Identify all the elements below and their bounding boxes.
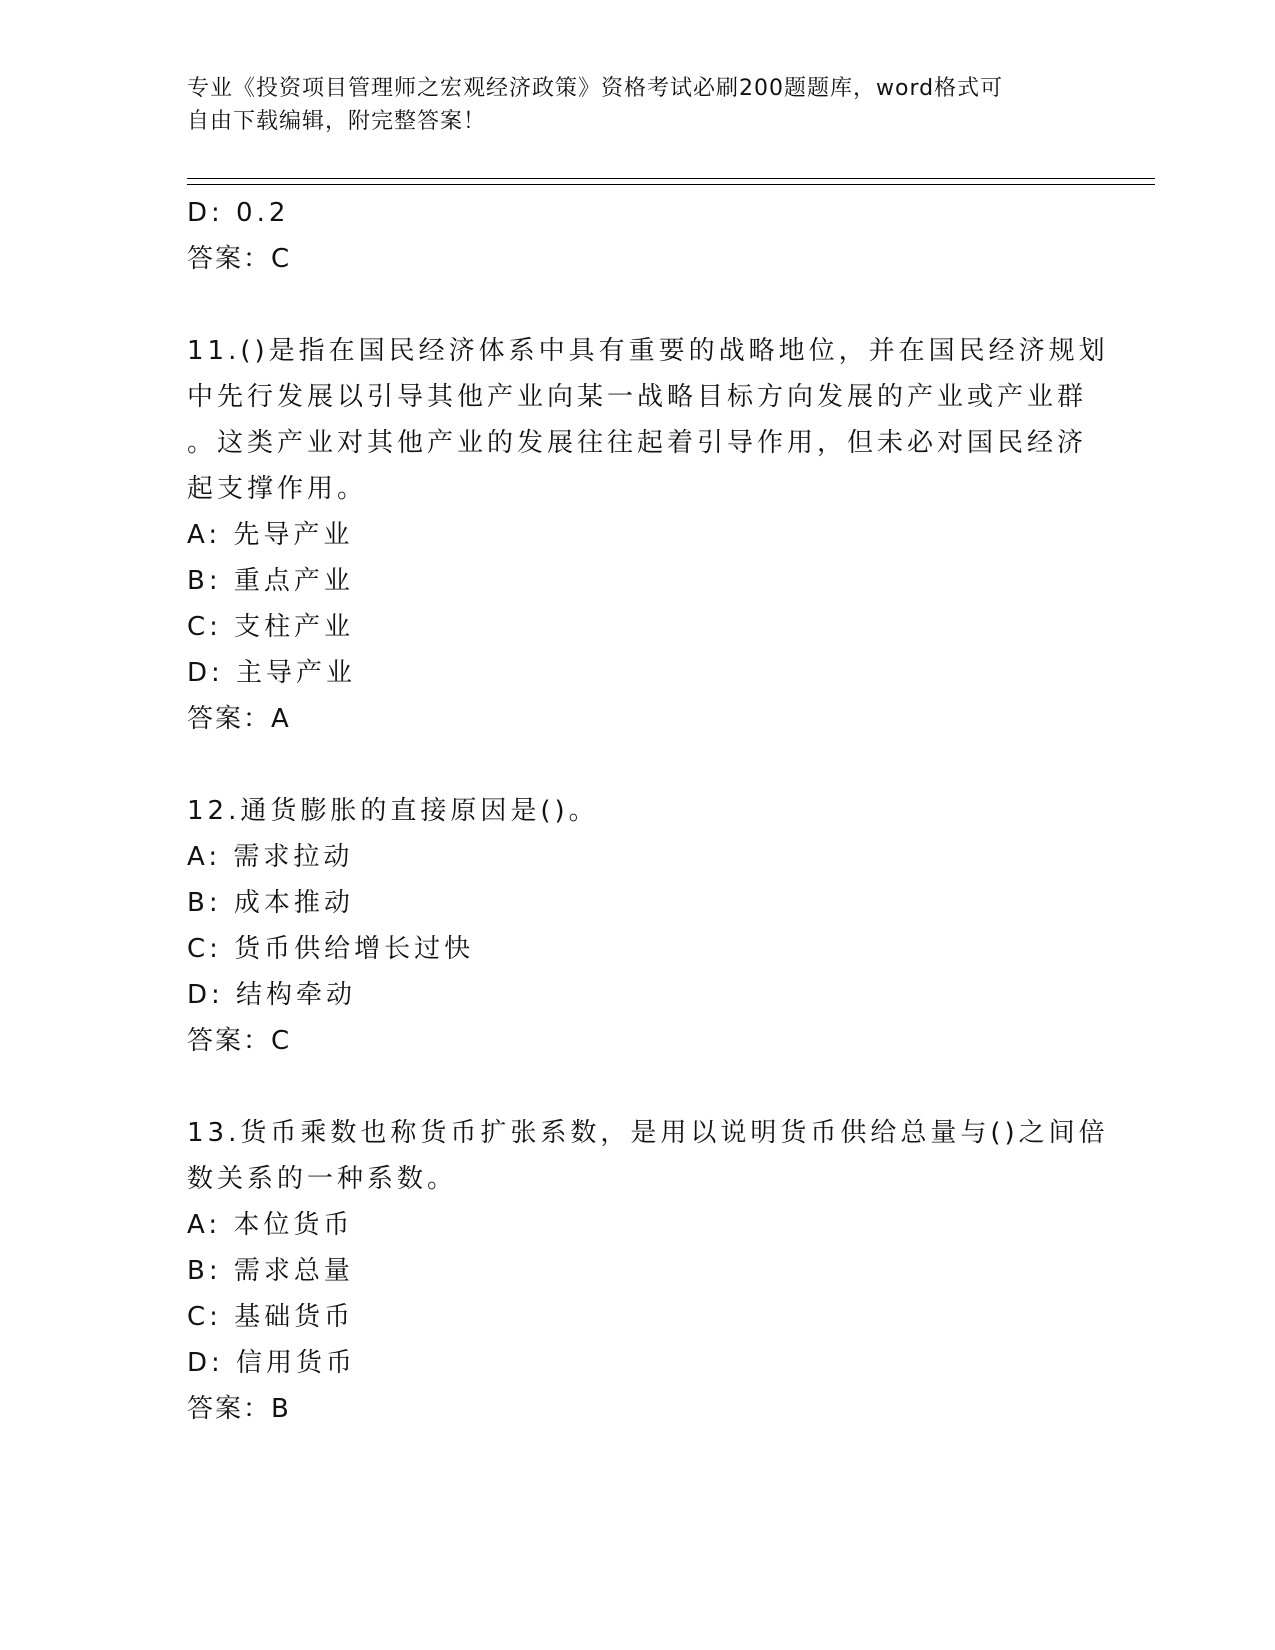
header-line-2: 自由下载编辑，附完整答案！ bbox=[187, 109, 487, 134]
option-d: D: 主导产业 bbox=[187, 658, 357, 688]
option-a: A: 需求拉动 bbox=[187, 842, 354, 872]
prev-option-d: D: 0.2 bbox=[187, 198, 290, 228]
option-a: A: 本位货币 bbox=[187, 1210, 354, 1240]
question-text-line: 13.货币乘数也称货币扩张系数，是用以说明货币供给总量与()之间倍 bbox=[187, 1118, 1109, 1148]
question-text-line: 11.()是指在国民经济体系中具有重要的战略地位，并在国民经济规划 bbox=[187, 336, 1109, 366]
question-text bbox=[187, 788, 1087, 834]
prev-answer: 答案：C bbox=[187, 244, 292, 274]
question-text-line: 12.通货膨胀的直接原因是()。 bbox=[187, 796, 599, 826]
header-divider bbox=[187, 178, 1155, 185]
spacer bbox=[187, 282, 1087, 328]
question-text bbox=[187, 1110, 1109, 1202]
option-c: C: 货币供给增长过快 bbox=[187, 934, 475, 964]
question-12 bbox=[187, 788, 1087, 1064]
answer: 答案：B bbox=[187, 1394, 291, 1424]
spacer bbox=[187, 742, 1087, 788]
answer: 答案：A bbox=[187, 704, 291, 734]
question-text-line: 起支撑作用。 bbox=[187, 474, 368, 504]
option-b: B: 重点产业 bbox=[187, 566, 354, 596]
option-a: A: 先导产业 bbox=[187, 520, 354, 550]
header-line-1: 专业《投资项目管理师之宏观经济政策》资格考试必刷200题题库，word格式可 bbox=[187, 76, 1004, 101]
question-text-line: 。这类产业对其他产业的发展往往起着引导作用，但未必对国民经济 bbox=[187, 428, 1088, 458]
question-text-line: 中先行发展以引导其他产业向某一战略目标方向发展的产业或产业群 bbox=[187, 382, 1088, 412]
option-d: D: 信用货币 bbox=[187, 1348, 357, 1378]
question-text-line: 数关系的一种系数。 bbox=[187, 1164, 458, 1194]
question-list bbox=[187, 190, 1109, 1432]
answer: 答案：C bbox=[187, 1026, 292, 1056]
option-b: B: 需求总量 bbox=[187, 1256, 354, 1286]
option-c: C: 基础货币 bbox=[187, 1302, 355, 1332]
option-c: C: 支柱产业 bbox=[187, 612, 355, 642]
question-11 bbox=[187, 328, 1109, 742]
question-13 bbox=[187, 1110, 1109, 1432]
spacer bbox=[187, 1064, 1087, 1110]
question-text bbox=[187, 328, 1109, 512]
document-header bbox=[187, 72, 1087, 138]
option-d: D: 结构牵动 bbox=[187, 980, 357, 1010]
option-b: B: 成本推动 bbox=[187, 888, 354, 918]
